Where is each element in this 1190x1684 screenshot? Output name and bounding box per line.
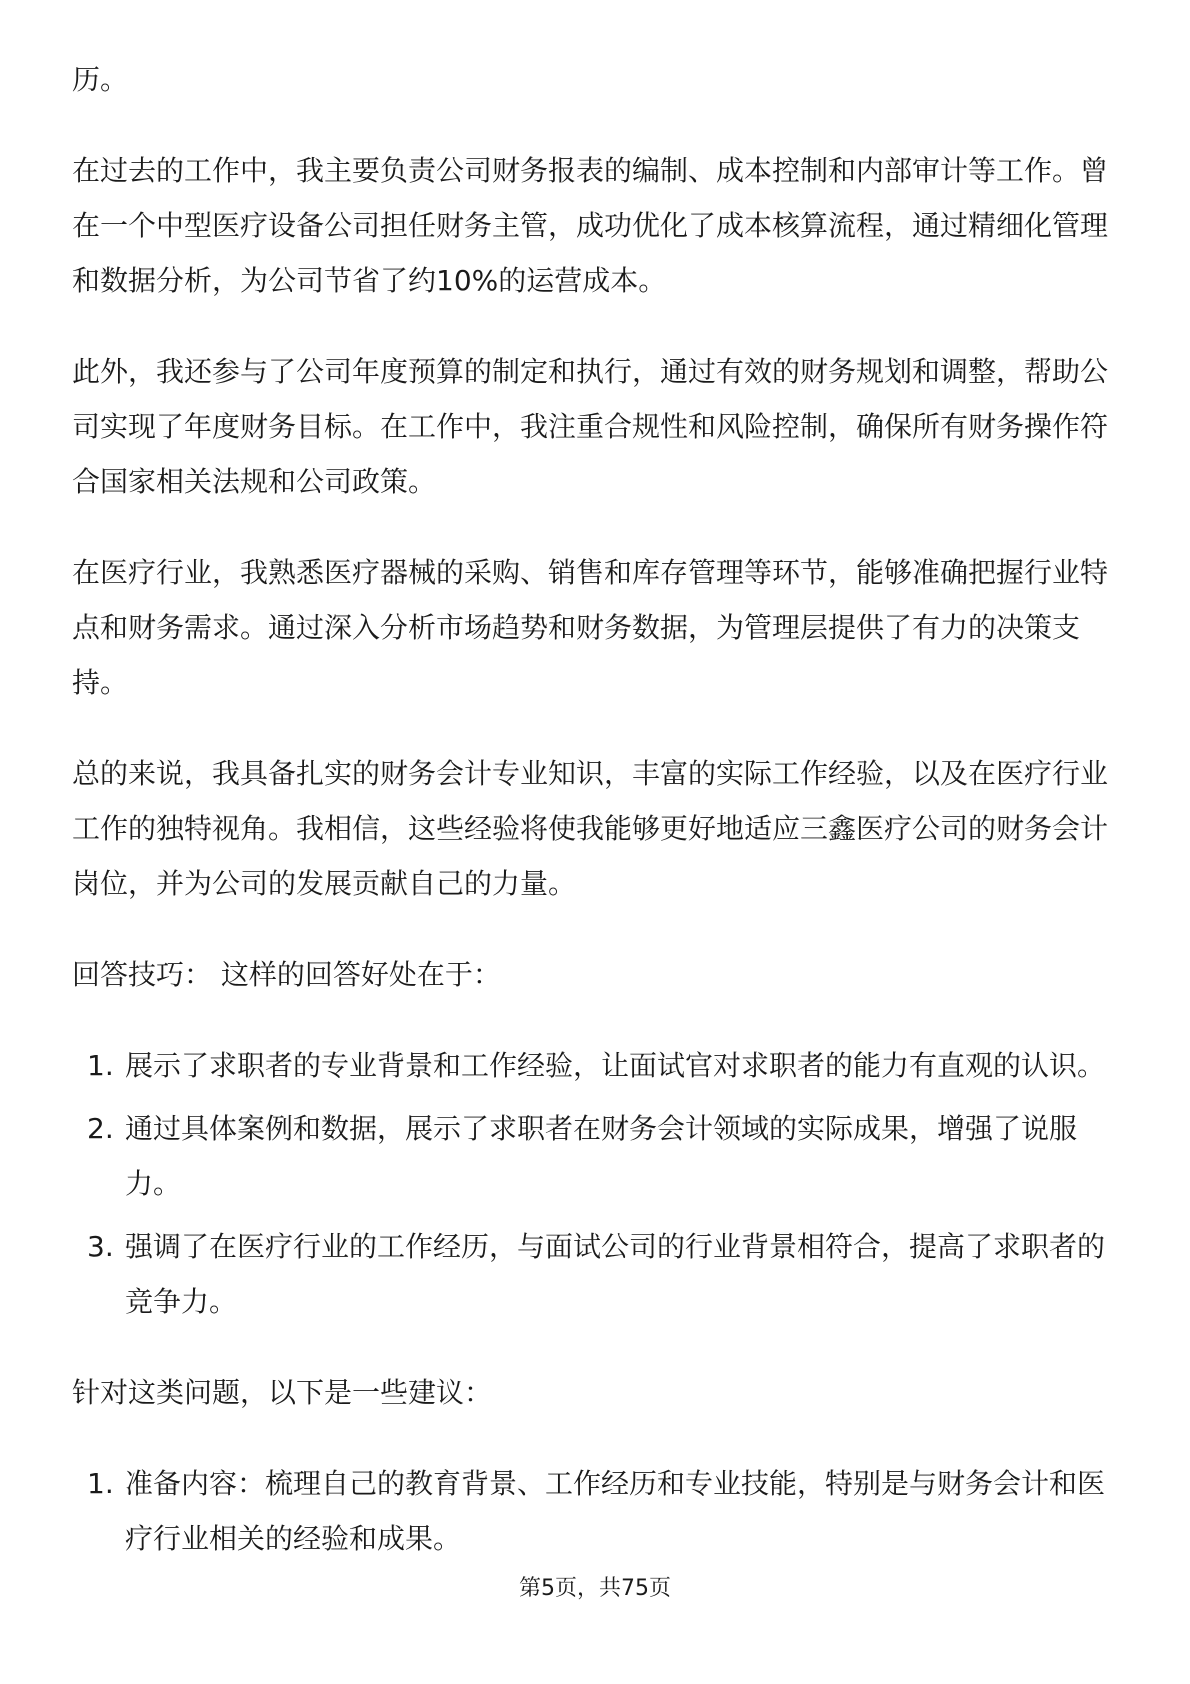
list-number: 2. xyxy=(87,1112,114,1145)
page-number: 第5页，共75页 xyxy=(519,1576,671,1601)
paragraph: 在医疗行业，我熟悉医疗器械的采购、销售和库存管理等环节，能够准确把握行业特点和财务需求。通过深入分析市场趋势和财务数据，为管理层提供了有力的决策支持。 xyxy=(72,556,1109,699)
list-number: 3. xyxy=(87,1230,114,1263)
list-item-text: 强调了在医疗行业的工作经历，与面试公司的行业背景相符合，提高了求职者的竞争力。 xyxy=(125,1230,1106,1318)
advice-list xyxy=(72,1456,1120,1566)
tips-heading: 回答技巧： 这样的回答好处在于： xyxy=(72,958,501,991)
list-item-text: 通过具体案例和数据，展示了求职者在财务会计领域的实际成果，增强了说服力。 xyxy=(125,1112,1078,1200)
document-body xyxy=(72,52,1120,1574)
advice-heading: 针对这类问题，以下是一些建议： xyxy=(72,1376,493,1409)
list-item xyxy=(72,1219,1120,1329)
list-item xyxy=(72,1038,1120,1093)
list-item-text: 展示了求职者的专业背景和工作经验，让面试官对求职者的能力有直观的认识。 xyxy=(125,1049,1106,1082)
list-number: 1. xyxy=(87,1049,114,1082)
list-number: 1. xyxy=(87,1467,114,1500)
list-item-text: 准备内容：梳理自己的教育背景、工作经历和专业技能，特别是与财务会计和医疗行业相关的经验和成果。 xyxy=(125,1467,1106,1555)
paragraph: 在过去的工作中，我主要负责公司财务报表的编制、成本控制和内部审计等工作。曾在一个中型医疗设备公司担任财务主管，成功优化了成本核算流程，通过精细化管理和数据分析，为公司节省了约10%的运营成本。 xyxy=(72,154,1109,297)
list-item xyxy=(72,1456,1120,1566)
tips-list xyxy=(72,1038,1120,1329)
paragraph: 总的来说，我具备扎实的财务会计专业知识，丰富的实际工作经验，以及在医疗行业工作的独特视角。我相信，这些经验将使我能够更好地适应三鑫医疗公司的财务会计岗位，并为公司的发展贡献自己的力量。 xyxy=(72,757,1109,900)
paragraph: 历。 xyxy=(72,63,129,96)
list-item xyxy=(72,1101,1120,1211)
paragraph: 此外，我还参与了公司年度预算的制定和执行，通过有效的财务规划和调整，帮助公司实现了年度财务目标。在工作中，我注重合规性和风险控制，确保所有财务操作符合国家相关法规和公司政策。 xyxy=(72,355,1109,498)
